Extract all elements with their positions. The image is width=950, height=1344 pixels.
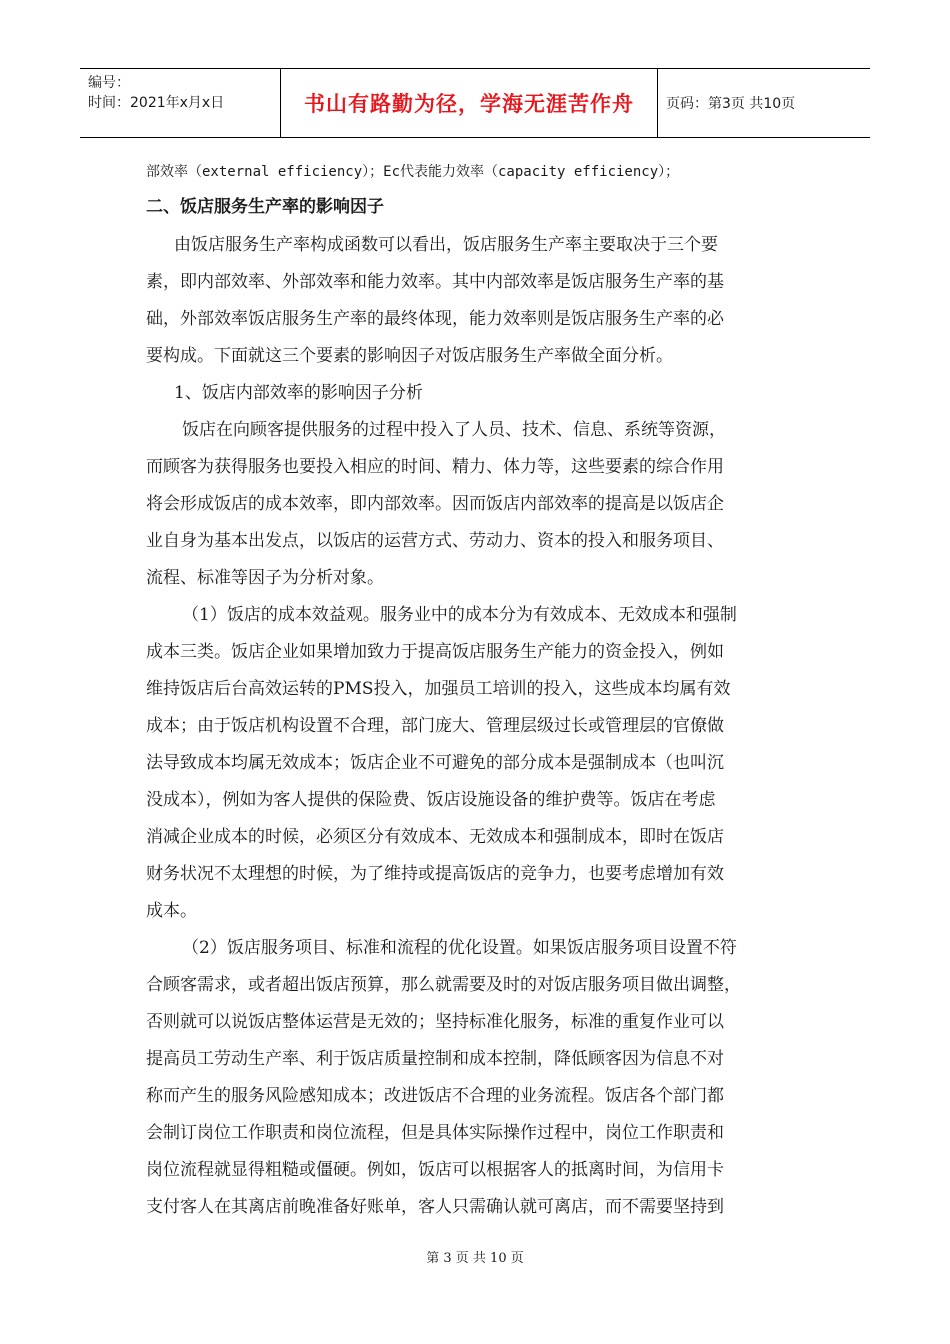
header-page-cell bbox=[658, 69, 870, 137]
body-line: 成本三类。饭店企业如果增加致力于提高饭店服务生产能力的资金投入，例如 bbox=[146, 642, 724, 662]
body-line: （2）饭店服务项目、标准和流程的优化设置。如果饭店服务项目设置不符 bbox=[182, 938, 737, 958]
body-line: 合顾客需求，或者超出饭店预算，那么就需要及时的对饭店服务项目做出调整， bbox=[146, 975, 741, 995]
body-line: 业自身为基本出发点，以饭店的运营方式、劳动力、资本的投入和服务项目、 bbox=[146, 531, 724, 551]
body-line: 部效率（external efficiency）；Ec代表能力效率（capacity efficiency）； bbox=[146, 164, 680, 180]
document-body bbox=[146, 157, 806, 1226]
number-label: 编号： bbox=[88, 75, 130, 91]
body-line: 素，即内部效率、外部效率和能力效率。其中内部效率是饭店服务生产率的基 bbox=[146, 272, 724, 292]
paragraph-4 bbox=[146, 930, 806, 1226]
body-line: 法导致成本均属无效成本；饭店企业不可避免的部分成本是强制成本（也叫沉 bbox=[146, 753, 724, 773]
subsection-heading: 1、饭店内部效率的影响因子分析 bbox=[174, 383, 423, 403]
body-line: 成本。 bbox=[146, 901, 197, 921]
body-line: 维持饭店后台高效运转的PMS投入，加强员工培训的投入，这些成本均属有效 bbox=[146, 679, 731, 699]
paragraph-2 bbox=[146, 412, 806, 597]
section-heading: 二、饭店服务生产率的影响因子 bbox=[146, 197, 384, 217]
time-label: 时间：2021年x月x日 bbox=[88, 95, 225, 111]
document-header bbox=[80, 68, 870, 138]
body-line: 流程、标准等因子为分析对象。 bbox=[146, 568, 384, 588]
body-line: 要构成。下面就这三个要素的影响因子对饭店服务生产率做全面分析。 bbox=[146, 346, 673, 366]
body-line: 础，外部效率饭店服务生产率的最终体现，能力效率则是饭店服务生产率的必 bbox=[146, 309, 724, 329]
body-line: 饭店在向顾客提供服务的过程中投入了人员、技术、信息、系统等资源， bbox=[182, 420, 726, 440]
body-line: 否则就可以说饭店整体运营是无效的；坚持标准化服务，标准的重复作业可以 bbox=[146, 1012, 724, 1032]
body-line: 消减企业成本的时候，必须区分有效成本、无效成本和强制成本，即时在饭店 bbox=[146, 827, 724, 847]
body-line: （1）饭店的成本效益观。服务业中的成本分为有效成本、无效成本和强制 bbox=[182, 605, 737, 625]
body-line: 财务状况不太理想的时候，为了维持或提高饭店的竞争力，也要考虑增加有效 bbox=[146, 864, 724, 884]
body-line: 称而产生的服务风险感知成本；改进饭店不合理的业务流程。饭店各个部门都 bbox=[146, 1086, 724, 1106]
page-number-label: 页码：第3页 共10页 bbox=[666, 96, 796, 112]
body-line: 提高员工劳动生产率、利于饭店质量控制和成本控制，降低顾客因为信息不对 bbox=[146, 1049, 724, 1069]
body-line: 岗位流程就显得粗糙或僵硬。例如，饭店可以根据客人的抵离时间，为信用卡 bbox=[146, 1160, 724, 1180]
header-meta bbox=[80, 69, 280, 137]
paragraph-1 bbox=[146, 227, 806, 375]
page-footer bbox=[0, 1247, 950, 1266]
body-line: 而顾客为获得服务也要投入相应的时间、精力、体力等，这些要素的综合作用 bbox=[146, 457, 724, 477]
motto-text: 书山有路勤为径，学海无涯苦作舟 bbox=[304, 92, 634, 116]
body-line: 成本；由于饭店机构设置不合理，部门庞大、管理层级过长或管理层的官僚做 bbox=[146, 716, 724, 736]
body-line: 没成本），例如为客人提供的保险费、饭店设施设备的维护费等。饭店在考虑 bbox=[146, 790, 716, 810]
body-line: 支付客人在其离店前晚准备好账单，客人只需确认就可离店，而不需要坚持到 bbox=[146, 1197, 724, 1217]
body-line: 会制订岗位工作职责和岗位流程，但是具体实际操作过程中，岗位工作职责和 bbox=[146, 1123, 724, 1143]
footer-page-number: 第 3 页 共 10 页 bbox=[426, 1251, 524, 1266]
body-line: 将会形成饭店的成本效率，即内部效率。因而饭店内部效率的提高是以饭店企 bbox=[146, 494, 724, 514]
header-motto-cell bbox=[280, 69, 658, 137]
paragraph-3 bbox=[146, 597, 806, 930]
body-line: 由饭店服务生产率构成函数可以看出，饭店服务生产率主要取决于三个要 bbox=[174, 235, 718, 255]
